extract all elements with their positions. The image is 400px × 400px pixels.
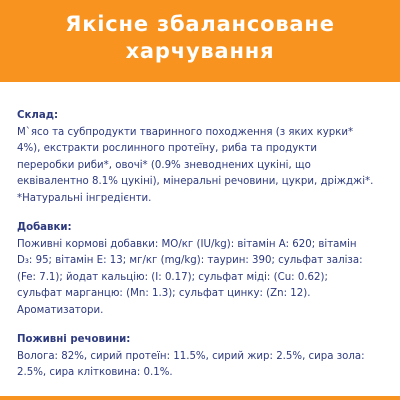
- footer-band: [0, 396, 400, 400]
- composition-text: М`ясо та субпродукти тваринного походження (з яких курки* 4%), екстракти рослинного протеїну, риба та продукти переробки риби*, овочі* (0.9% зневоднених цукіні, що еквівалентно 8.1% цукіні), мінеральні речовини, цукри, дріжджі*. *Натуральні інгредієнти.: [17, 126, 374, 204]
- additives-section: [17, 220, 389, 319]
- composition-section: [17, 108, 389, 207]
- composition-title: Склад:: [17, 110, 59, 121]
- page-title: Якісне збалансоване харчування: [65, 12, 335, 63]
- additives-text: Поживні кормові добавки: МО/кг (IU/kg): вітамін A: 620; вітамін D₃: 95; вітамін E: 13; мг/кг (mg/kg): таурин: 390; сульфат заліза: (Fe: 7.1); йодат кальцію: (I: 0.17); сульфат міді: (Cu: 0.62); сульфат марганцю: (Mn: 1.3); сульфат цинку: (Zn: 12). Ароматизатори.: [17, 238, 363, 316]
- nutrients-section: [17, 332, 389, 382]
- header-banner: [0, 0, 400, 82]
- nutrients-title: Поживні речовини:: [17, 334, 131, 345]
- nutrients-text: Волога: 82%, сирий протеїн: 11.5%, сирий жир: 2.5%, сира зола: 2.5%, сира клітковина: 0.1%.: [17, 350, 365, 378]
- additives-title: Добавки:: [17, 222, 72, 233]
- product-details: [17, 108, 389, 395]
